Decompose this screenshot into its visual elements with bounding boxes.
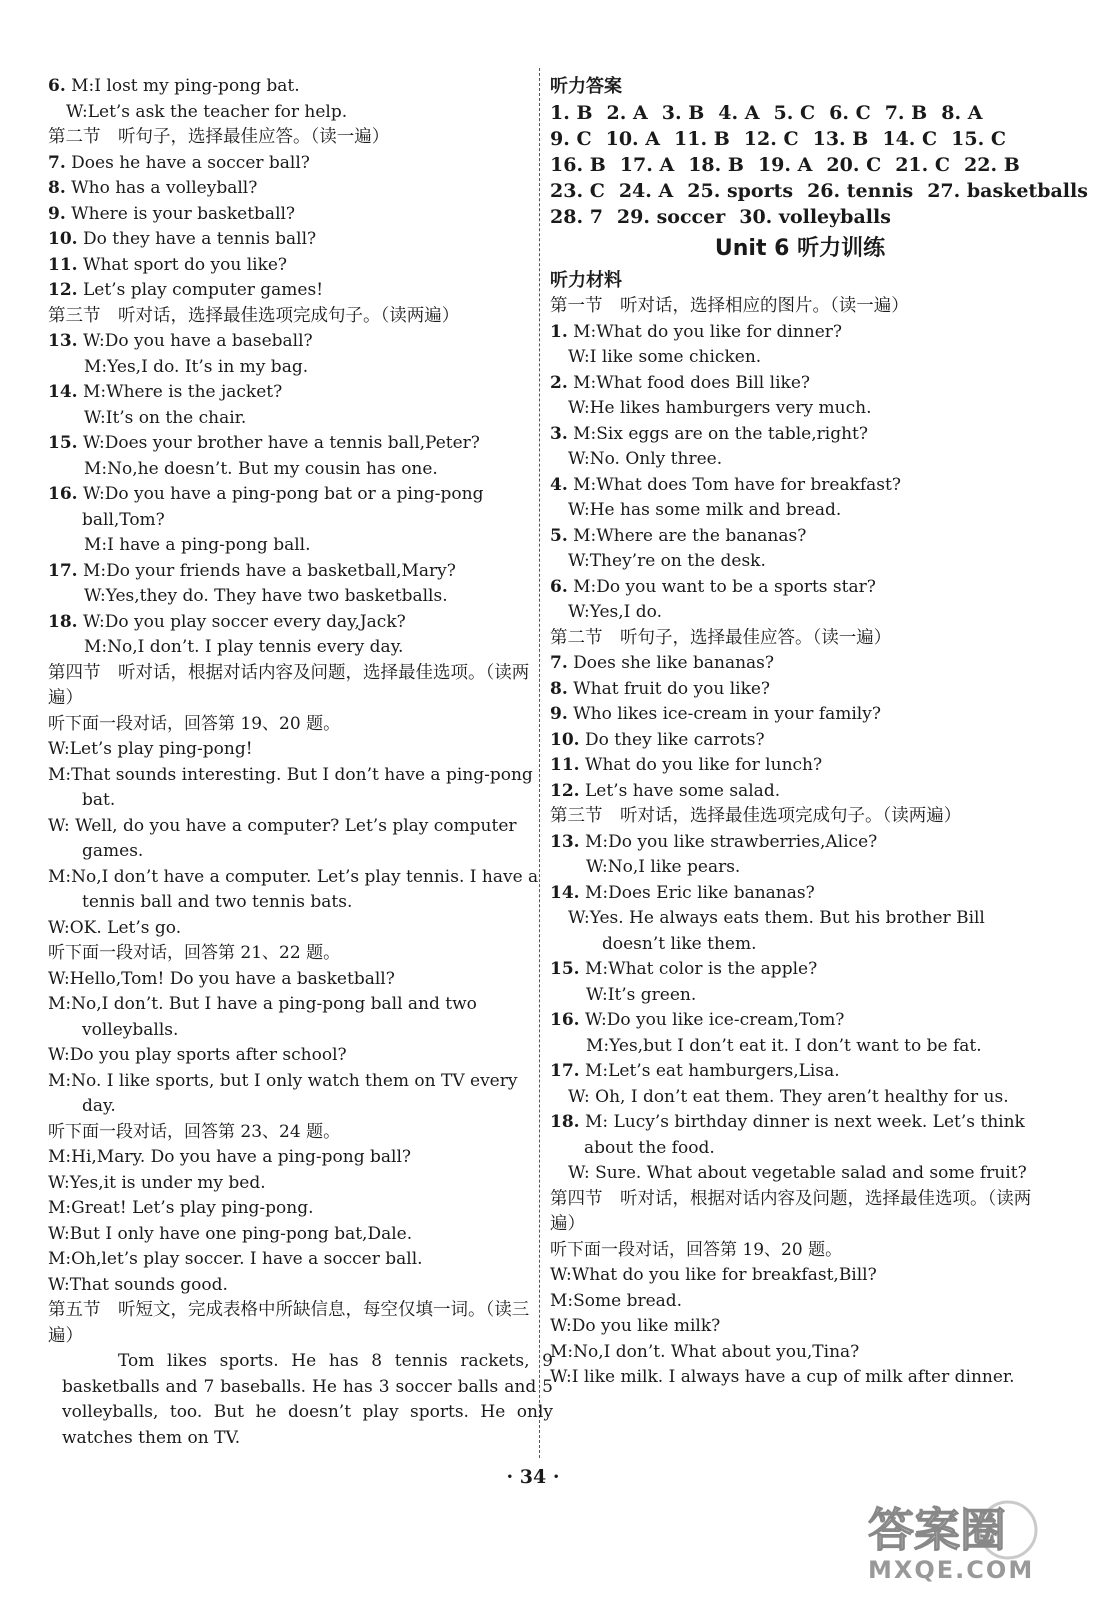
line: M:Yes,but I don’t eat it. I don’t want to be fat. xyxy=(586,1035,982,1056)
line: W:Do you play sports after school? xyxy=(48,1045,347,1065)
answer: 3. B xyxy=(661,102,705,124)
line: M:Hi,Mary. Do you have a ping-pong ball? xyxy=(48,1147,412,1167)
answer: 22. B xyxy=(964,154,1020,176)
line: W:Yes,they do. They have two basketballs. xyxy=(84,586,448,606)
line: 听下面一段对话，回答第 19、20 题。 xyxy=(48,713,341,734)
line: W:Hello,Tom! Do you have a basketball? xyxy=(48,968,395,989)
question: 9. Where is your basketball? xyxy=(48,203,296,224)
line: W: Oh, I don’t eat them. They aren’t healthy for us. xyxy=(568,1086,1009,1107)
section-heading: 第二节 听句子，选择最佳应答。（读一遍） xyxy=(48,127,390,147)
question: 8. What fruit do you like? xyxy=(550,678,771,699)
answer-row xyxy=(550,152,1050,178)
section-heading: 第五节 听短文，完成表格中所缺信息，每空仅填一词。（读三遍） xyxy=(48,1300,530,1346)
answer-row xyxy=(550,204,1050,230)
line: M:I have a ping-pong ball. xyxy=(84,535,311,555)
answer: 24. A xyxy=(618,180,674,202)
answer-row xyxy=(550,126,1050,152)
question: 8. Who has a volleyball? xyxy=(48,178,258,198)
line: M:That sounds interesting. But I don’t have a ping-pong bat. xyxy=(48,764,533,810)
answer: 19. A xyxy=(757,154,813,176)
line: 听下面一段对话，回答第 23、24 题。 xyxy=(48,1121,341,1142)
answer: 10. A xyxy=(605,128,661,150)
line: W:That sounds good. xyxy=(48,1274,228,1295)
line: 听下面一段对话，回答第 21、22 题。 xyxy=(48,943,341,963)
section-heading: 第二节 听句子，选择最佳应答。（读一遍） xyxy=(550,627,892,648)
section-heading: 第三节 听对话，选择最佳选项完成句子。（读两遍） xyxy=(550,806,962,826)
question: 9. Who likes ice-cream in your family? xyxy=(550,704,881,724)
question: 15. M:What color is the apple? xyxy=(550,959,818,979)
line: M:No,I don’t. But I have a ping-pong ball and two volleyballs. xyxy=(48,994,477,1040)
question: 11. What do you like for lunch? xyxy=(550,755,823,775)
line: W:Let’s play ping-pong! xyxy=(48,739,253,759)
right-column xyxy=(550,74,1088,1391)
question: 10. Do they like carrots? xyxy=(550,729,765,750)
line: 6. M:I lost my ping-pong bat. xyxy=(48,76,300,96)
line: M:Oh,let’s play soccer. I have a soccer ball. xyxy=(48,1249,423,1269)
answer: 21. C xyxy=(895,154,950,176)
question: 14. M:Where is the jacket? xyxy=(48,382,283,402)
answers-heading: 听力答案 xyxy=(550,76,622,97)
line: W: Well, do you have a computer? Let’s play computer games. xyxy=(48,815,517,861)
line: M:No,I don’t have a computer. Let’s play tennis. I have a tennis ball and two tennis bats. xyxy=(48,866,539,912)
line: W:What do you like for breakfast,Bill? xyxy=(550,1265,877,1285)
line: W:Yes. He always eats them. But his brother Bill doesn’t like them. xyxy=(568,908,985,954)
question: 13. M:Do you like strawberries,Alice? xyxy=(550,831,878,852)
answer: 15. C xyxy=(951,128,1006,150)
question: 17. M:Do your friends have a basketball,Mary? xyxy=(48,560,456,581)
line: M:No,I don’t. What about you,Tina? xyxy=(550,1341,860,1362)
section-heading: 第三节 听对话，选择最佳选项完成句子。（读两遍） xyxy=(48,305,460,326)
line: W:I like milk. I always have a cup of milk after dinner. xyxy=(550,1367,1015,1387)
answer: 23. C xyxy=(550,180,605,202)
answer-row xyxy=(550,100,1050,126)
line: W:It’s on the chair. xyxy=(84,407,247,428)
section-heading: 第一节 听对话，选择相应的图片。（读一遍） xyxy=(550,296,909,316)
line: W:No. Only three. xyxy=(568,449,723,469)
page-number: · 34 · xyxy=(506,1466,560,1488)
question: 18. M: Lucy’s birthday dinner is next week. Let’s think about the food. xyxy=(550,1112,1025,1158)
line: M:No,he doesn’t. But my cousin has one. xyxy=(84,458,438,479)
line: W:OK. Let’s go. xyxy=(48,917,182,938)
line: M:Some bread. xyxy=(550,1290,683,1311)
question: 7. Does he have a soccer ball? xyxy=(48,152,310,173)
line: W:No,I like pears. xyxy=(586,857,741,877)
question: 1. M:What do you like for dinner? xyxy=(550,321,843,342)
line: W:Yes,it is under my bed. xyxy=(48,1172,266,1193)
line: W:He likes hamburgers very much. xyxy=(568,398,872,418)
line: W:Do you like milk? xyxy=(550,1316,721,1336)
line: W:Let’s ask the teacher for help. xyxy=(66,101,348,122)
line: M:No,I don’t. I play tennis every day. xyxy=(84,637,404,657)
line: W: Sure. What about vegetable salad and some fruit? xyxy=(568,1163,1027,1183)
answer: 30. volleyballs xyxy=(739,206,891,228)
left-column xyxy=(48,74,553,1451)
answer-row xyxy=(550,178,1088,204)
line: M:Great! Let’s play ping-pong. xyxy=(48,1198,314,1218)
question: 15. W:Does your brother have a tennis ball,Peter? xyxy=(48,433,480,453)
question: 17. M:Let’s eat hamburgers,Lisa. xyxy=(550,1061,840,1081)
answer: 12. C xyxy=(743,128,799,150)
line: W:Yes,I do. xyxy=(568,602,662,622)
answer: 27. basketballs xyxy=(927,180,1088,202)
section-heading: 第四节 听对话，根据对话内容及问题，选择最佳选项。（读两遍） xyxy=(550,1188,1032,1234)
answer: 14. C xyxy=(882,128,938,150)
materials-heading: 听力材料 xyxy=(550,270,622,291)
line: W:I like some chicken. xyxy=(568,347,762,367)
answer: 5. C xyxy=(773,102,816,124)
answer: 13. B xyxy=(812,128,869,150)
line: W:They’re on the desk. xyxy=(568,551,766,571)
answer: 6. C xyxy=(829,102,871,124)
question: 12. Let’s play computer games! xyxy=(48,280,324,300)
question: 14. M:Does Eric like bananas? xyxy=(550,882,815,903)
question: 2. M:What food does Bill like? xyxy=(550,372,810,393)
answer: 26. tennis xyxy=(807,180,914,202)
answer: 2. A xyxy=(606,102,648,124)
question: 5. M:Where are the bananas? xyxy=(550,525,807,546)
answer: 7. B xyxy=(884,102,928,124)
line: M:Yes,I do. It’s in my bag. xyxy=(84,356,309,377)
line: M:No. I like sports, but I only watch them on TV every day. xyxy=(48,1070,518,1116)
question: 4. M:What does Tom have for breakfast? xyxy=(550,474,901,495)
answer: 9. C xyxy=(550,128,592,150)
answer: 28. 7 xyxy=(550,206,603,228)
passage: Tom likes sports. He has 8 tennis rackets, 9 basketballs and 7 baseballs. He has 3 soccer balls and 5 volleyballs, too. But he doesn’t play sports. He only watches them on TV. xyxy=(62,1351,553,1448)
answer: 11. B xyxy=(674,128,730,150)
line: 听下面一段对话，回答第 19、20 题。 xyxy=(550,1239,843,1260)
question: 11. What sport do you like? xyxy=(48,254,288,275)
watermark-logo-icon xyxy=(858,1490,1048,1586)
question: 13. W:Do you have a baseball? xyxy=(48,331,313,351)
section-heading: 第四节 听对话，根据对话内容及问题，选择最佳选项。（读两遍） xyxy=(48,662,530,708)
answer: 18. B xyxy=(688,154,744,176)
answer: 1. B xyxy=(550,102,593,124)
answer: 29. soccer xyxy=(616,206,726,228)
question: 16. W:Do you have a ping-pong bat or a ping-pong ball,Tom? xyxy=(48,484,484,530)
line: W:It’s green. xyxy=(586,984,697,1005)
unit-title: Unit 6 听力训练 xyxy=(714,236,886,261)
question: 12. Let’s have some salad. xyxy=(550,780,781,801)
question: 3. M:Six eggs are on the table,right? xyxy=(550,423,868,444)
question: 10. Do they have a tennis ball? xyxy=(48,229,317,249)
watermark-url: MXQE.COM xyxy=(868,1556,1035,1584)
watermark-logo-text: 答案圈 xyxy=(868,1503,1006,1557)
line: W:But I only have one ping-pong bat,Dale. xyxy=(48,1223,413,1244)
question: 7. Does she like bananas? xyxy=(550,653,775,673)
line: W:He has some milk and bread. xyxy=(568,500,842,520)
question: 16. W:Do you like ice-cream,Tom? xyxy=(550,1010,845,1030)
answer: 17. A xyxy=(619,154,675,176)
answer: 4. A xyxy=(718,102,760,124)
question: 18. W:Do you play soccer every day,Jack? xyxy=(48,611,406,632)
answer: 25. sports xyxy=(687,180,794,202)
answer: 20. C xyxy=(826,154,882,176)
answer: 8. A xyxy=(941,102,983,124)
question: 6. M:Do you want to be a sports star? xyxy=(550,576,876,597)
answer: 16. B xyxy=(550,154,606,176)
